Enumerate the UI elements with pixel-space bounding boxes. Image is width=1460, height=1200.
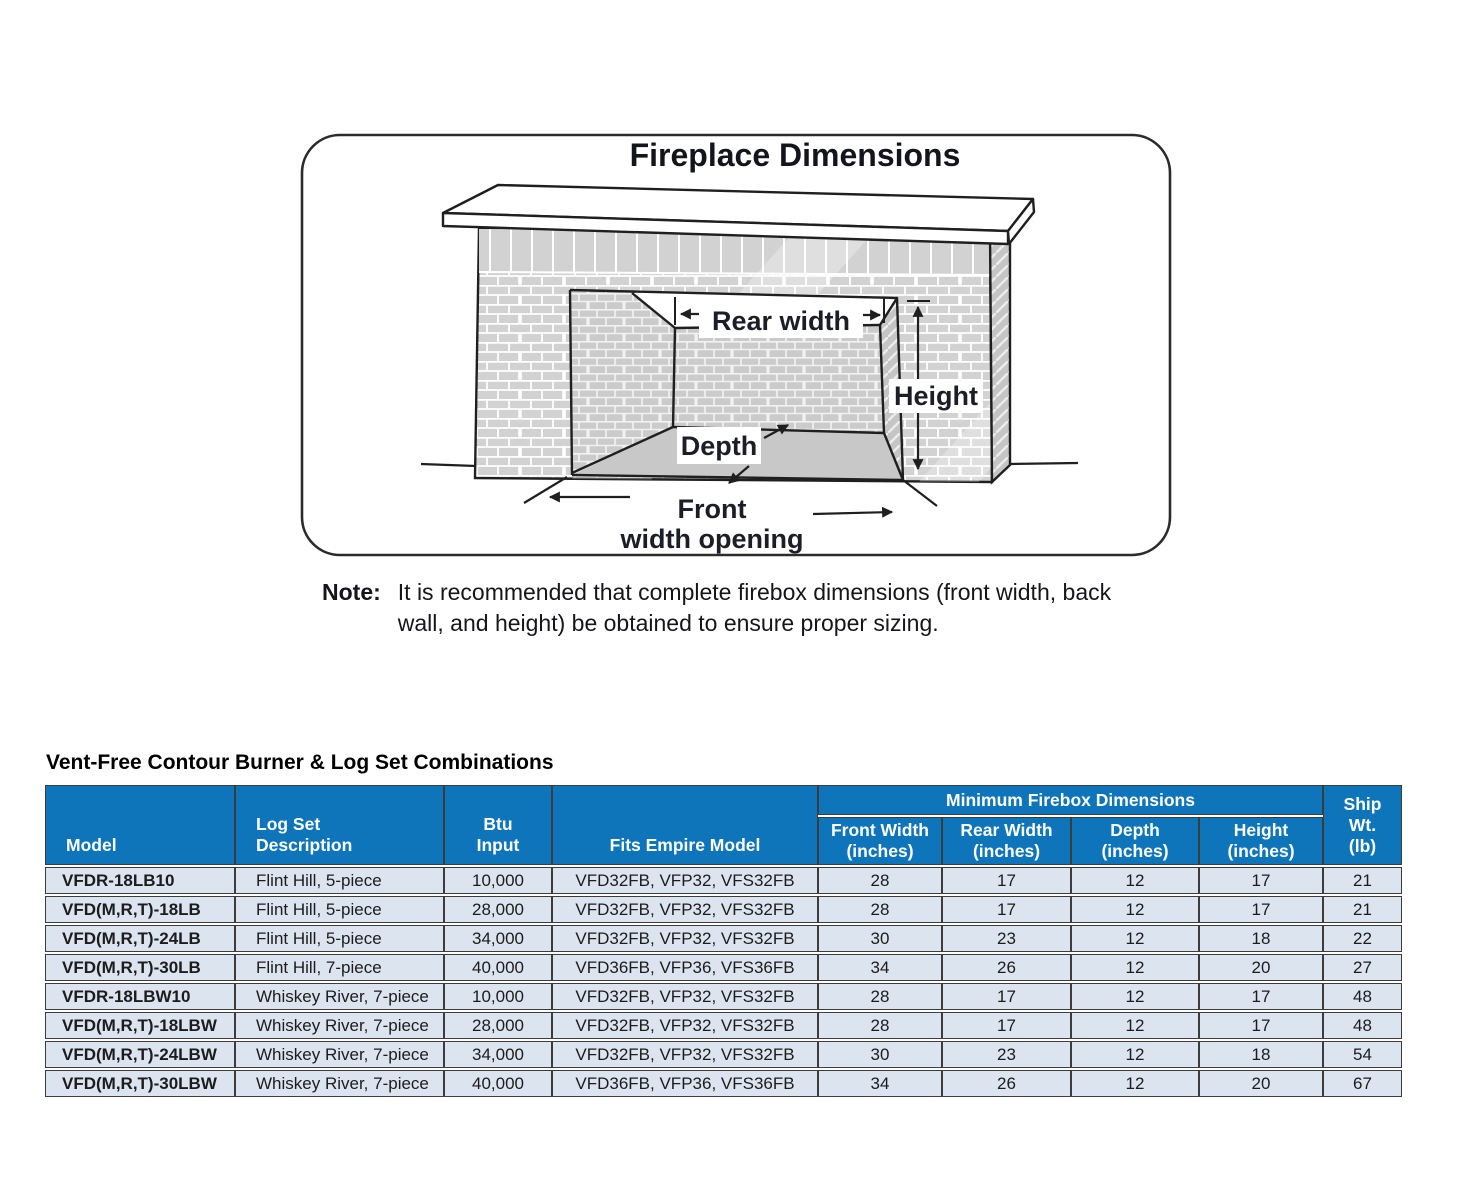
note [322, 577, 1112, 639]
cell-btu: 40,000 [444, 1070, 552, 1097]
cell-rear-width: 23 [942, 925, 1071, 952]
note-text: It is recommended that complete firebox dimensions (front width, back wall, and height) be obtained to ensure proper sizing. [397, 579, 1112, 636]
column-header-height-line1: Height [1233, 820, 1289, 840]
cell-log-set: Whiskey River, 7-piece [235, 1070, 444, 1097]
wall-side-face [990, 229, 1010, 482]
table-row [45, 1012, 1402, 1039]
cell-rear-width: 26 [942, 1070, 1071, 1097]
cell-ship-wt: 21 [1323, 867, 1402, 894]
cell-height: 20 [1199, 954, 1323, 981]
column-header-log-set-line2: Description [256, 835, 353, 855]
height-label: Height [894, 381, 978, 411]
cell-model: VFD(M,R,T)-18LB [45, 896, 235, 923]
cell-front-width: 28 [818, 896, 942, 923]
cell-log-set: Flint Hill, 5-piece [235, 867, 444, 894]
note-label: Note: [322, 579, 381, 605]
cell-depth: 12 [1071, 954, 1199, 981]
table-title: Vent-Free Contour Burner & Log Set Combinations [46, 751, 554, 774]
cell-height: 17 [1199, 1012, 1323, 1039]
column-header-depth-line1: Depth [1110, 820, 1160, 840]
table-row [45, 867, 1402, 894]
cell-ship-wt: 48 [1323, 1012, 1402, 1039]
cell-fits: VFD32FB, VFP32, VFS32FB [552, 1012, 818, 1039]
column-header-depth-line2: (inches) [1101, 841, 1169, 861]
cell-model: VFD(M,R,T)-24LBW [45, 1041, 235, 1068]
cell-fits: VFD32FB, VFP32, VFS32FB [552, 983, 818, 1010]
cell-height: 17 [1199, 983, 1323, 1010]
column-header-front-width-line1: Front Width [830, 820, 929, 840]
depth-label: Depth [680, 431, 758, 461]
cell-btu: 40,000 [444, 954, 552, 981]
cell-height: 17 [1199, 896, 1323, 923]
column-header-ship-wt [1323, 785, 1402, 865]
column-header-fits-label: Fits Empire Model [609, 835, 761, 855]
cell-log-set: Whiskey River, 7-piece [235, 983, 444, 1010]
column-header-ship-line2: Wt. [1348, 814, 1377, 835]
cell-depth: 12 [1071, 896, 1199, 923]
cell-ship-wt: 27 [1323, 954, 1402, 981]
cell-rear-width: 17 [942, 983, 1071, 1010]
cell-depth: 12 [1071, 983, 1199, 1010]
cell-front-width: 34 [818, 1070, 942, 1097]
cell-ship-wt: 22 [1323, 925, 1402, 952]
cell-ship-wt: 48 [1323, 983, 1402, 1010]
cell-fits: VFD32FB, VFP32, VFS32FB [552, 896, 818, 923]
cell-fits: VFD32FB, VFP32, VFS32FB [552, 925, 818, 952]
cell-model: VFD(M,R,T)-30LB [45, 954, 235, 981]
cell-model: VFDR-18LB10 [45, 867, 235, 894]
column-header-btu-line1: Btu [483, 814, 513, 834]
table-row [45, 1041, 1402, 1068]
cell-ship-wt: 21 [1323, 896, 1402, 923]
cell-log-set: Flint Hill, 5-piece [235, 896, 444, 923]
cell-front-width: 34 [818, 954, 942, 981]
combinations-table [45, 783, 1402, 1099]
column-header-btu [444, 785, 552, 865]
cell-btu: 10,000 [444, 867, 552, 894]
column-header-front-width-line2: (inches) [846, 841, 914, 861]
cell-depth: 12 [1071, 1070, 1199, 1097]
table-row [45, 954, 1402, 981]
column-header-btu-line2: Input [476, 835, 520, 855]
cell-btu: 34,000 [444, 1041, 552, 1068]
column-header-height [1199, 817, 1323, 865]
table-row [45, 925, 1402, 952]
table-row [45, 1070, 1402, 1097]
cell-depth: 12 [1071, 925, 1199, 952]
cell-front-width: 28 [818, 1012, 942, 1039]
cell-ship-wt: 67 [1323, 1070, 1402, 1097]
cell-ship-wt: 54 [1323, 1041, 1402, 1068]
cell-btu: 28,000 [444, 896, 552, 923]
column-header-ship-line3: (lb) [1348, 835, 1377, 856]
rear-width-label: Rear width [711, 306, 851, 336]
column-header-rear-width [942, 817, 1071, 865]
cell-log-set: Flint Hill, 5-piece [235, 925, 444, 952]
firebox-back-wall [673, 325, 884, 433]
column-header-rear-width-line1: Rear Width [960, 820, 1053, 840]
cell-model: VFD(M,R,T)-30LBW [45, 1070, 235, 1097]
front-width-label-line2: width opening [620, 524, 804, 554]
fireplace-illustration [300, 133, 1172, 557]
cell-front-width: 30 [818, 1041, 942, 1068]
column-header-depth [1071, 817, 1199, 865]
combinations-section [45, 750, 1402, 1099]
cell-fits: VFD36FB, VFP36, VFS36FB [552, 954, 818, 981]
cell-fits: VFD32FB, VFP32, VFS32FB [552, 1041, 818, 1068]
cell-btu: 28,000 [444, 1012, 552, 1039]
cell-fits: VFD36FB, VFP36, VFS36FB [552, 1070, 818, 1097]
column-header-fits [552, 785, 818, 865]
rear-width-annotation [675, 297, 884, 338]
column-header-log-set [235, 785, 444, 865]
cell-btu: 34,000 [444, 925, 552, 952]
cell-height: 17 [1199, 867, 1323, 894]
column-header-front-width [818, 817, 942, 865]
cell-height: 18 [1199, 925, 1323, 952]
column-header-model-label: Model [66, 835, 117, 855]
cell-rear-width: 26 [942, 954, 1071, 981]
cell-depth: 12 [1071, 1012, 1199, 1039]
cell-btu: 10,000 [444, 983, 552, 1010]
column-header-model [45, 785, 235, 865]
cell-front-width: 28 [818, 867, 942, 894]
cell-height: 20 [1199, 1070, 1323, 1097]
cell-model: VFDR-18LBW10 [45, 983, 235, 1010]
cell-front-width: 30 [818, 925, 942, 952]
front-width-label-line1: Front [677, 494, 747, 524]
cell-rear-width: 17 [942, 867, 1071, 894]
table-row [45, 896, 1402, 923]
cell-log-set: Whiskey River, 7-piece [235, 1041, 444, 1068]
fireplace-dimensions-panel [300, 133, 1172, 557]
cell-model: VFD(M,R,T)-24LB [45, 925, 235, 952]
column-header-rear-width-line2: (inches) [972, 841, 1041, 861]
cell-depth: 12 [1071, 867, 1199, 894]
cell-rear-width: 23 [942, 1041, 1071, 1068]
cell-height: 18 [1199, 1041, 1323, 1068]
cell-model: VFD(M,R,T)-18LBW [45, 1012, 235, 1039]
cell-front-width: 28 [818, 983, 942, 1010]
cell-rear-width: 17 [942, 896, 1071, 923]
diagram-title: Fireplace Dimensions [629, 137, 961, 173]
cell-rear-width: 17 [942, 1012, 1071, 1039]
column-header-ship-line1: Ship [1343, 793, 1382, 814]
column-header-log-set-line1: Log Set [256, 814, 321, 834]
cell-log-set: Whiskey River, 7-piece [235, 1012, 444, 1039]
cell-fits: VFD32FB, VFP32, VFS32FB [552, 867, 818, 894]
column-group-min-firebox: Minimum Firebox Dimensions [818, 785, 1323, 815]
table-row [45, 983, 1402, 1010]
column-header-height-line2: (inches) [1227, 841, 1295, 861]
cell-depth: 12 [1071, 1041, 1199, 1068]
cell-log-set: Flint Hill, 7-piece [235, 954, 444, 981]
